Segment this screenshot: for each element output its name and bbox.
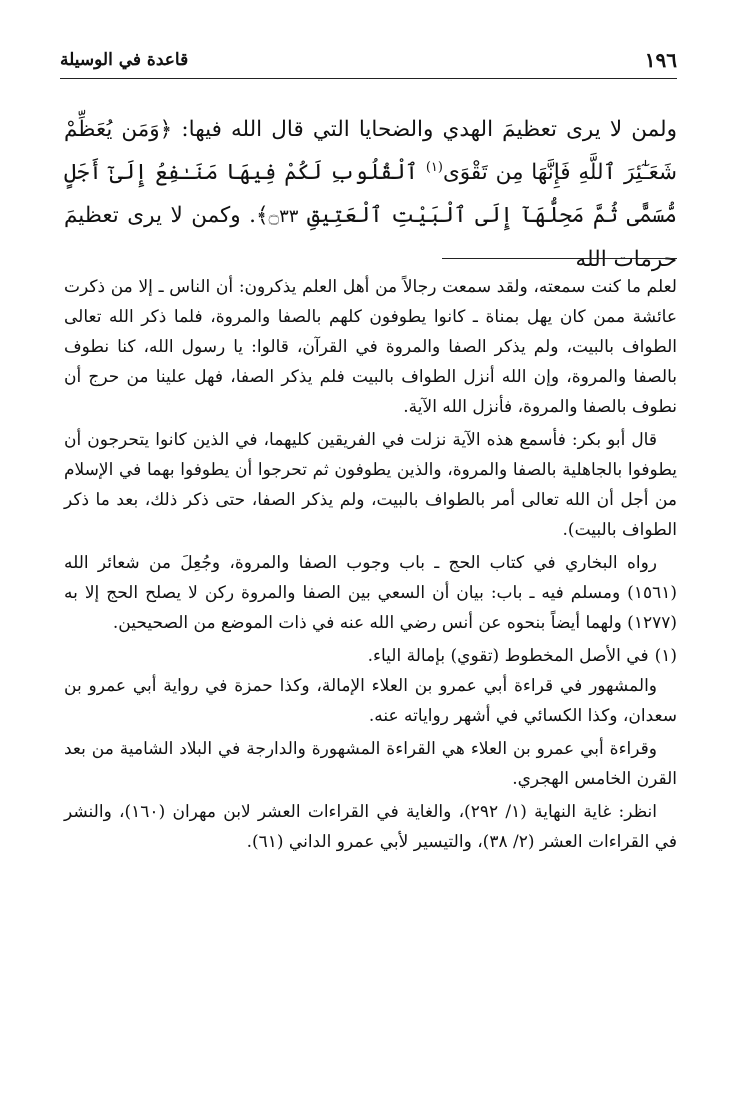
running-title: قاعدة في الوسيلة — [60, 50, 189, 70]
footnote-reference[interactable]: (١) — [425, 159, 443, 175]
ayah-end-marker: ۝٣٣ — [268, 206, 299, 227]
footnote-number: (١) — [654, 646, 677, 666]
footnote-paragraph: وقراءة أبي عمرو بن العلاء هي القراءة المشهورة والدارجة في البلاد الشامية من بعد القرن الخامس الهجري. — [64, 739, 677, 789]
footnote-1 — [64, 641, 677, 671]
footnotes — [64, 272, 677, 860]
main-text-start: ولمن لا يرى تعظيمَ الهدي والضحايا التي قال الله فيها: ﴿وَمَن يُعَظِّمْ شَعَـٰٓئِرَ ٱللَّهِ فَإِنَّهَا مِن تَقْوَى — [64, 117, 677, 185]
main-text — [64, 108, 677, 281]
page-header — [60, 44, 677, 76]
quran-verse: ٱلْقُلُوبِ لَكُمْ فِيهَا مَنَـٰفِعُ إِلَىٰٓ أَجَلٍ مُّسَمًّى ثُمَّ مَحِلُّهَآ إِلَى ٱلْبَيْتِ ٱلْعَتِيقِ — [64, 160, 677, 228]
footnote-paragraph: والمشهور في قراءة أبي عمرو بن العلاء الإمالة، وكذا حمزة في رواية أبي عمرو بن سعدان، وكذا الكسائي في أشهر رواياته عنه. — [64, 676, 677, 726]
footnote-continuation: لعلم ما كنت سمعته، ولقد سمعت رجالاً من أهل العلم يذكرون: أن الناس ـ إلا من ذكرت عائشة ممن كان يهل بمناة ـ كانوا يطوفون كلهم بالصفا والمروة، فلما ذكر الله تعالى الطواف بالبيت، ولم يذكر الصفا والمروة في القرآن، قالوا: يا رسول الله، كنا نطوف بالصفا والمروة، وإن الله أنزل الطواف بالبيت فلم يذكر الصفا، فهل علينا من حرج أن نطوف بالصفا والمروة، فأنزل الله الآية. — [64, 277, 677, 417]
footnote-paragraph: انظر: غاية النهاية (١/ ٢٩٢)، والغاية في القراءات العشر لابن مهران (١٦٠)، والنشر في القراءات العشر (٢/ ٣٨)، والتيسير لأبي عمرو الداني (٦١). — [64, 802, 677, 852]
header-divider — [60, 78, 677, 79]
main-text-end: ﴾. وكمن لا يرى تعظيمَ حرمات الله — [64, 203, 677, 272]
footnote-text: في الأصل المخطوط (تقوي) بإمالة الياء. — [367, 646, 649, 666]
footnote-divider — [442, 258, 677, 259]
page-number: ١٩٦ — [644, 48, 677, 72]
main-paragraph — [64, 108, 677, 281]
footnote-paragraph: قال أبو بكر: فأسمع هذه الآية نزلت في الفريقين كليهما، في الذين كانوا يتحرجون أن يطوفوا بالجاهلية بالصفا والمروة، والذين يطوفون ثم تحرجوا أن يطوفوا بهما في الإسلام من أجل أن الله تعالى أمر بالطواف بالبيت، ولم يذكر الصفا، حتى ذكر ذلك، بعد ما ذكر الطواف بالبيت). — [64, 430, 677, 540]
footnote-paragraph: رواه البخاري في كتاب الحج ـ باب وجوب الصفا والمروة، وجُعِلَ من شعائر الله (١٥٦١) ومسلم فيه ـ باب: بيان أن السعي بين الصفا والمروة ركن لا يصلح الحج إلا به (١٢٧٧) ولهما أيضاً بنحوه عن أنس رضي الله عنه في ذات الموضع من الصحيحين. — [64, 553, 677, 633]
